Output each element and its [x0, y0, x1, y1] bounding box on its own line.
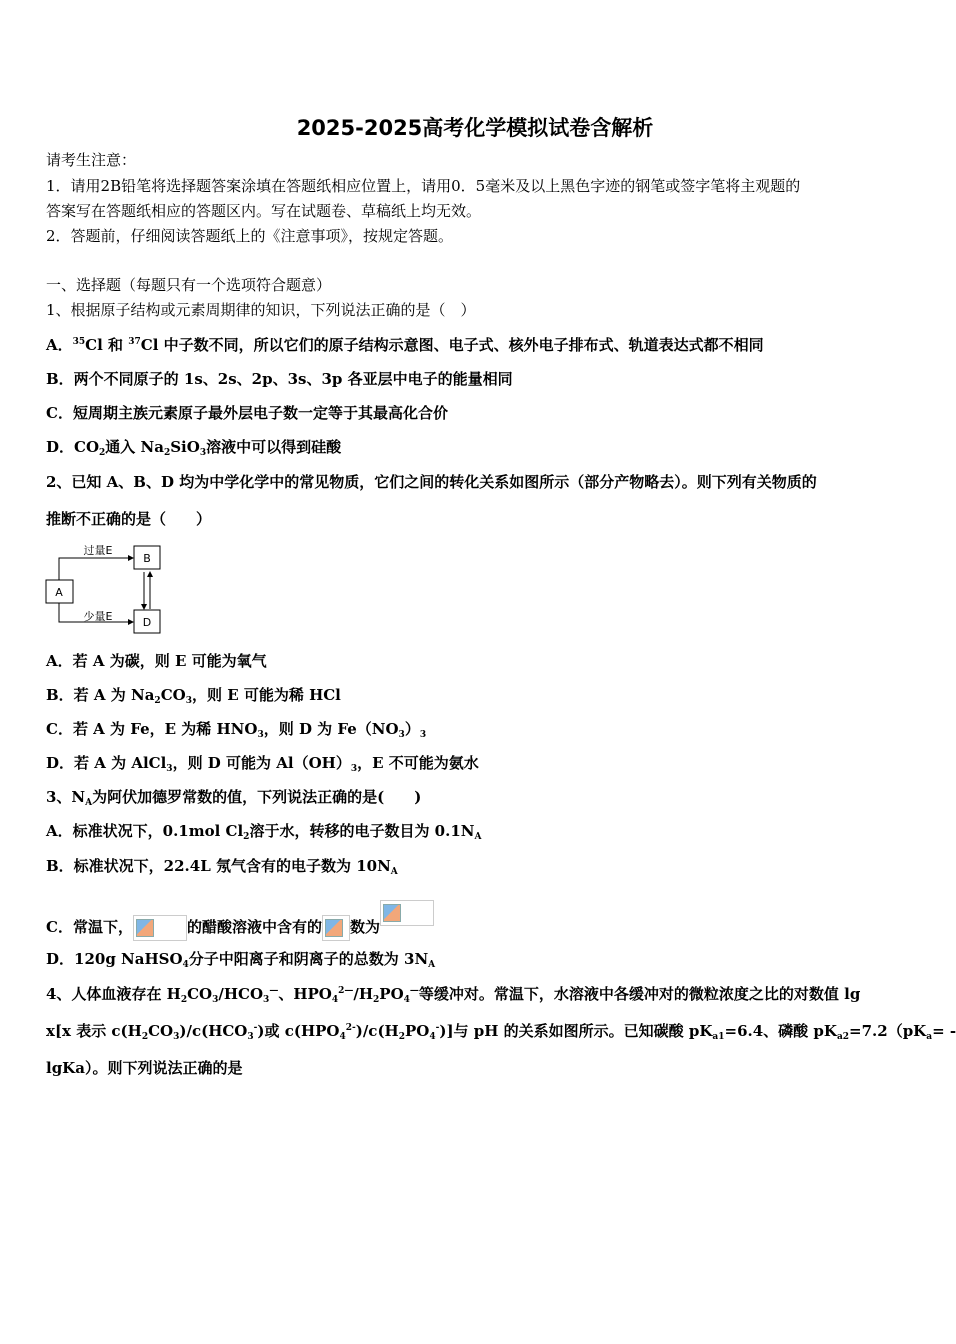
arrowhead-d-b [147, 571, 153, 577]
q1-option-c: C．短周期主族元素原子最外层电子数一定等于其最高化合价 [46, 404, 448, 422]
notice-heading: 请考生注意： [46, 151, 137, 169]
arrow-a-to-b [59, 558, 131, 580]
q3-option-b: B．标准状况下，22.4L 氖气含有的电子数为 $10N_A$ [46, 857, 398, 877]
q2-option-c: C．若 A 为 Fe，E 为稀 $HNO_3$，则 D 为 $Fe(NO_3)_3$ [46, 720, 427, 740]
q2-option-d: D．若 A 为 AlCl$_3$，则 D 可能为 $Al(OH)_3$，E 不可能为氨水 [46, 754, 479, 774]
label-excess-e: 过量E [83, 544, 113, 557]
arrowhead-d [128, 619, 134, 625]
q2-stem-line-1: 2、已知 A、B、D 均为中学化学中的常见物质，它们之间的转化关系如图所示（部分产物略去）。则下列有关物质的 [46, 473, 817, 491]
q1-option-a: A．$^{35}$Cl 和 $^{37}$Cl 中子数不同，所以它们的原子结构示意图、电子式、核外电子排布式、轨道表达式都不相同 [46, 336, 764, 354]
notice-line-1: 1．请用2B铅笔将选择题答案涂填在答题纸相应位置上，请用0．5毫米及以上黑色字迹的钢笔或签字笔将主观题的 [46, 177, 801, 195]
notice-line-3: 2．答题前，仔细阅读答题纸上的《注意事项》，按规定答题。 [46, 227, 454, 245]
q3-option-d: D．120g NaHSO$_4$分子中阳离子和阴离子的总数为 $3N_A$ [46, 950, 436, 970]
node-d-label: D [142, 616, 152, 629]
section-heading: 一、选择题（每题只有一个选项符合题意） [46, 276, 332, 294]
conversion-diagram [40, 540, 170, 638]
broken-image-icon [322, 915, 350, 941]
node-a-label: A [55, 586, 63, 599]
q4-stem-line-2: x[x 表示 $c(H_2CO_3)/c(HCO_3^-)$或 $c(HPO_4^{2-})/c(H_2PO_4^-)$]与 pH 的关系如图所示。已知碳酸 $pK_{a1}=6.4$、磷酸 $pK_{a2}=7.2(pK_a=$ - [46, 1022, 956, 1042]
notice-line-2: 答案写在答题纸相应的答题区内。写在试题卷、草稿纸上均无效。 [46, 202, 482, 220]
q3-option-a: A．标准状况下，0.1mol $Cl_2$溶于水，转移的电子数目为 $0.1N_A$ [46, 822, 482, 842]
broken-image-icon [133, 915, 187, 941]
page-title: 2025-2025高考化学模拟试卷含解析 [296, 116, 654, 140]
broken-image-icon [380, 900, 434, 926]
q3-option-c: C．常温下， 的醋酸溶液中含有的 数为 [46, 900, 434, 941]
q2-stem-line-2: 推断不正确的是（ ） [46, 510, 212, 528]
q3-stem: 3、$N_A$为阿伏加德罗常数的值，下列说法正确的是( ) [46, 788, 422, 808]
label-little-e: 少量E [83, 610, 113, 623]
arrowhead-b-d [141, 604, 147, 610]
q1-option-d: D．$CO_2$通入 $Na_2SiO_3$溶液中可以得到硅酸 [46, 438, 342, 458]
q4-stem-line-1: 4、人体血液存在 $H_2CO_3/HCO_3^—$、$HPO_4^{2—}/H_2PO_4^—$等缓冲对。常温下，水溶液中各缓冲对的微粒浓度之比的对数值 lg [46, 985, 861, 1005]
q2-option-b: B．若 A 为 $Na_2CO_3$，则 E 可能为稀 HCl [46, 686, 341, 706]
arrowhead-b [128, 555, 134, 561]
q2-option-a: A．若 A 为碳，则 E 可能为氧气 [46, 652, 267, 670]
q1-option-b: B．两个不同原子的 1s、2s、2p、3s、3p 各亚层中电子的能量相同 [46, 370, 513, 388]
node-b-label: B [143, 552, 151, 565]
q4-stem-line-3: lgKa）。则下列说法正确的是 [46, 1059, 243, 1077]
q1-stem: 1、根据原子结构或元素周期律的知识，下列说法正确的是（ ） [46, 301, 476, 319]
